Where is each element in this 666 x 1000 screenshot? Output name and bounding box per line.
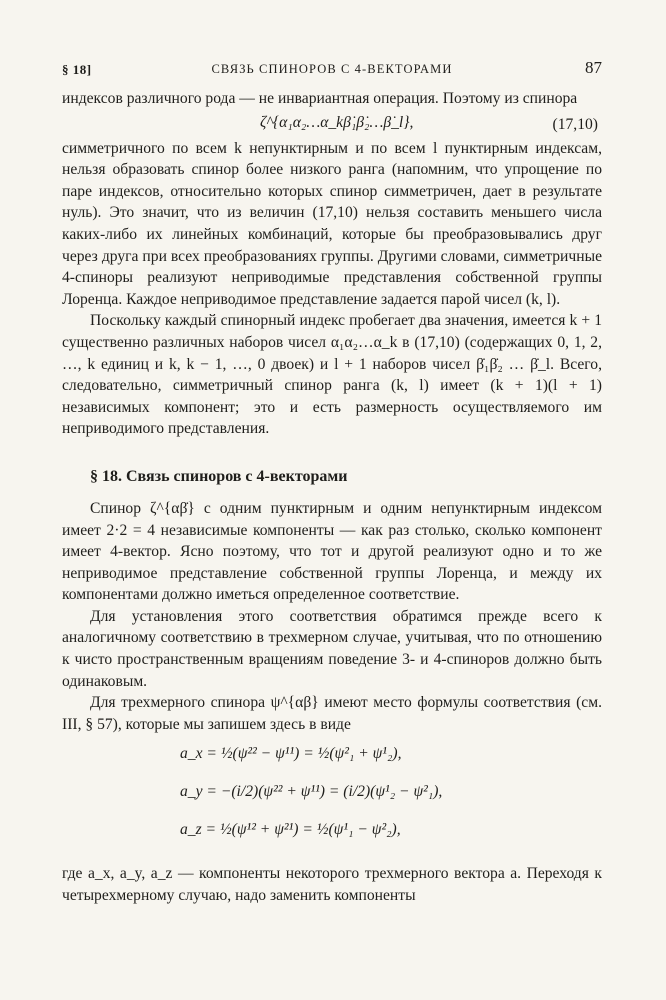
equation-ax: a_x = ½(ψ²² − ψ¹¹) = ½(ψ²₁ + ψ¹₂), [180,745,402,763]
page-number: 87 [585,58,602,77]
paragraph-bottom: где a_x, a_y, a_z — компоненты некоторого трехмерного вектора a. Переходя к четырехмерному случаю, надо заменить компоненты [62,865,602,905]
running-head [62,58,602,82]
running-head-title: СВЯЗЬ СПИНОРОВ С 4-ВЕКТОРАМИ [211,62,453,76]
paragraph-correspondence: Для установления этого соответствия обратимся прежде всего к аналогичному соответствию в трехмерном случае, учитывая, что по отношению к чисто пространственным вращениям поведение 3- и 4-спиноров должно быть одинаковым. [62,607,602,690]
equation-17-10-expression: ζ^{α₁α₂…α_kβ̇₁β̇₂…β̇_l}, [260,113,414,131]
paragraph-three-dim-spinor: Для трехмерного спинора ψ^{αβ} имеют место формулы соответствия (см. III, § 57), которые мы запишем здесь в виде [62,694,602,733]
paragraph-symmetric-spinor: симметричного по всем k непунктирным и по всем l пунктирным индексам, нельзя образовать спинор более низкого ранга (напомним, что упрощение по паре индексов, относительно которых спинор симметричен, дает в результате нуль). Это значит, что из величин (17,10) нельзя составить меньшего числа каких-либо их линейных комбинаций, которые бы преобразовывались друг через друга при всех преобразованиях группы. Другими словами, симметричные 4-спиноры реализуют неприводимые представления собственной группы Лоренца. Каждое неприводимое представление задается парой чисел (k, l). [62,139,602,308]
paragraph-spinor-4vector: Спинор ζ^{αβ̇} с одним пунктирным и одним непунктирным индексом имеет 2·2 = 4 независимые компоненты — как раз столько, сколько компонент имеет 4-вектор. Ясно поэтому, что тот и другой реализуют одно и то же неприводимое представление собственной группы Лоренца, и между их компонентами должно иметься определенное соответствие. [62,499,602,604]
paragraph-component-count: Поскольку каждый спинорный индекс пробегает два значения, имеется k + 1 существенно различных наборов чисел α₁α₂…α_k в (17,10) (содержащих 0, 1, 2, …, k единиц и k, k − 1, …, 0 двоек) и l + 1 наборов чисел β̇₁β̇₂ … β̇_l. Всего, следовательно, симметричный спинор ранга (k, l) имеет (k + 1)(l + 1) независимых компонент; это и есть размерность осуществляемого им неприводимого представления. [62,312,602,438]
section-heading: § 18. Связь спиноров с 4-векторами [90,467,348,485]
running-head-section: § 18] [62,62,92,77]
equation-ay: a_y = −(i/2)(ψ²² + ψ¹¹) = (i/2)(ψ¹₂ − ψ²₁), [180,783,443,801]
correspondence-equations [62,735,602,863]
equation-17-10 [62,110,602,138]
book-page [62,58,602,907]
paragraph-continued: индексов различного рода — не инвариантная операция. Поэтому из спинора [62,90,578,107]
equation-az: a_z = ½(ψ¹² + ψ²¹) = ½(ψ¹₁ − ψ²₂), [180,821,401,839]
equation-17-10-number: (17,10) [552,115,598,133]
